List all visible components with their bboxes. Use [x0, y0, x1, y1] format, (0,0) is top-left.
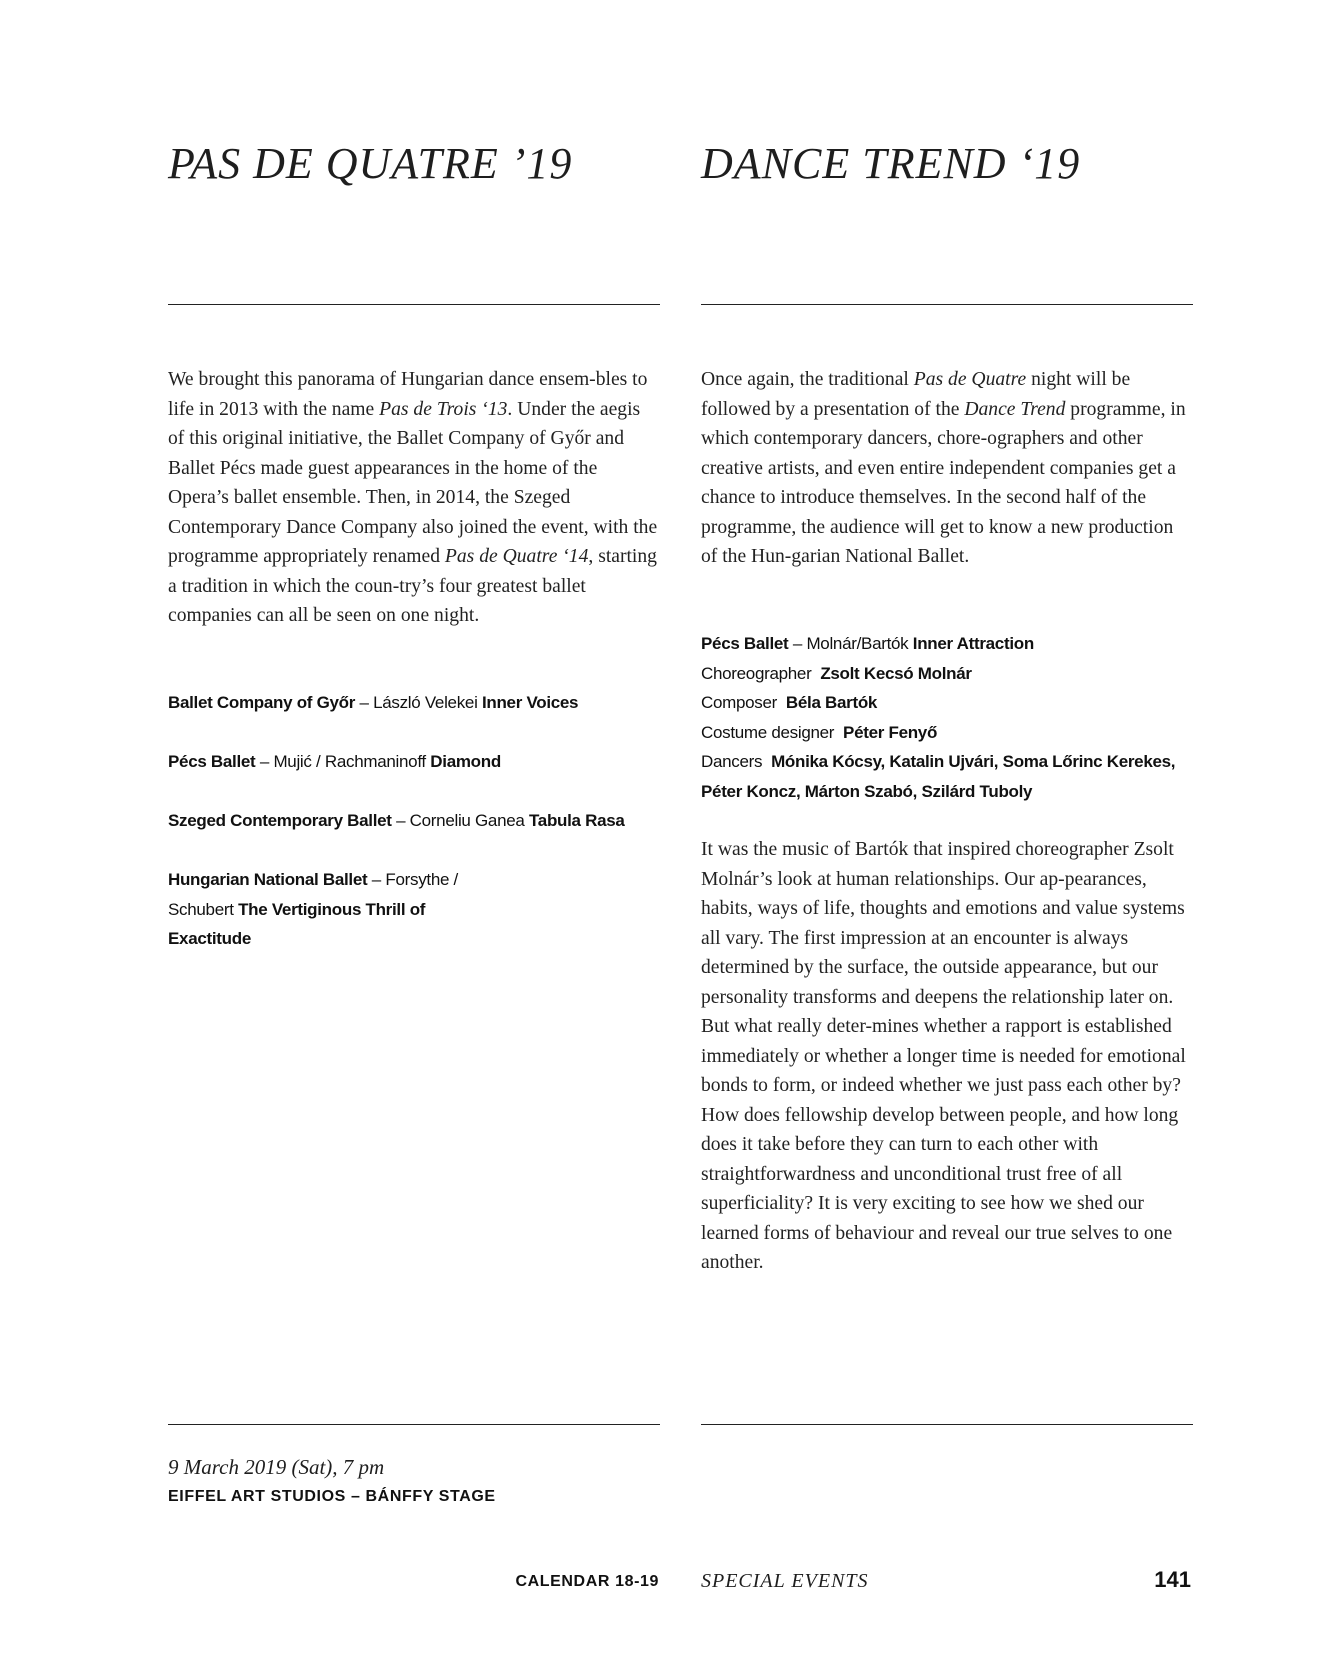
- left-intro-paragraph: We brought this panorama of Hungarian dance ensem-bles to life in 2013 with the name Pas de Trois ‘13. Under the aegis of this original initiative, the Ballet Company of Győr and Ballet Pécs made guest appearances in the home of the Opera’s ballet ensemble. Then, in 2014, the Szeged Contemporary Dance Company also joined the event, with the programme appropriately renamed Pas de Quatre ‘14, starting a tradition in which the coun-try’s four greatest ballet companies can all be seen on one night.: [168, 369, 658, 626]
- costume-credit: Costume designer Péter Fenyő: [701, 722, 938, 742]
- right-top-divider: [701, 304, 1193, 305]
- event-venue: EIFFEL ART STUDIOS – BÁNFFY STAGE: [168, 1488, 496, 1505]
- program-item: Ballet Company of Győr – László Velekei Inner Voices: [168, 693, 579, 712]
- page-number: 141: [1154, 1567, 1191, 1592]
- left-program-list: [168, 688, 660, 983]
- right-bottom-divider: [701, 1424, 1193, 1425]
- section-label: SPECIAL EVENTS: [701, 1570, 869, 1592]
- dancers-credit: Dancers Mónika Kócsy, Katalin Ujvári, Soma Lőrinc Kerekes, Péter Koncz, Márton Szabó, Szilárd Tuboly: [701, 752, 1176, 801]
- choreographer-credit: Choreographer Zsolt Kecsó Molnár: [701, 663, 972, 683]
- production-credits: [701, 629, 1193, 806]
- left-title: PAS DE QUATRE ’19: [168, 139, 573, 188]
- calendar-label: CALENDAR 18-19: [515, 1573, 659, 1590]
- composer-credit: Composer Béla Bartók: [701, 693, 878, 712]
- event-date: 9 March 2019 (Sat), 7 pm: [168, 1455, 385, 1479]
- right-title: DANCE TREND ‘19: [701, 139, 1081, 188]
- right-intro-paragraph: Once again, the traditional Pas de Quatre night will be followed by a presentation of the Dance Trend programme, in which contemporary dancers, chore-ographers and other creative artists, and even entire independent companies get a chance to introduce themselves. In the second half of the programme, the audience will get to know a new production of the Hun-garian National Ballet.: [701, 369, 1186, 567]
- program-item: Pécs Ballet – Mujić / Rachmaninoff Diamond: [168, 752, 501, 771]
- left-bottom-divider: [168, 1424, 660, 1425]
- right-description-paragraph: It was the music of Bartók that inspired choreographer Zsolt Molnár’s look at human relationships. Our ap-pearances, habits, ways of life, thoughts and emotions and value systems all vary. The first impression at an encounter is always determined by the surface, the outside appearance, but our personality transforms and deepens the relationship later on. But what really deter-mines whether a rapport is established immediately or whether a longer time is needed for emotional bonds to form, or indeed whether we just pass each other by? How does fellowship develop between people, and how long does it take before they can turn to each other with straightforwardness and unconditional trust free of all superficiality? It is very exciting to see how we shed our learned forms of behaviour and reveal our true selves to one another.: [701, 839, 1186, 1273]
- production-title: Pécs Ballet – Molnár/Bartók Inner Attraction: [701, 634, 1034, 653]
- program-item: Szeged Contemporary Ballet – Corneliu Ganea Tabula Rasa: [168, 811, 625, 830]
- left-top-divider: [168, 304, 660, 305]
- program-item: Hungarian National Ballet – Forsythe / Schubert The Vertiginous Thrill of Exactitude: [168, 870, 458, 948]
